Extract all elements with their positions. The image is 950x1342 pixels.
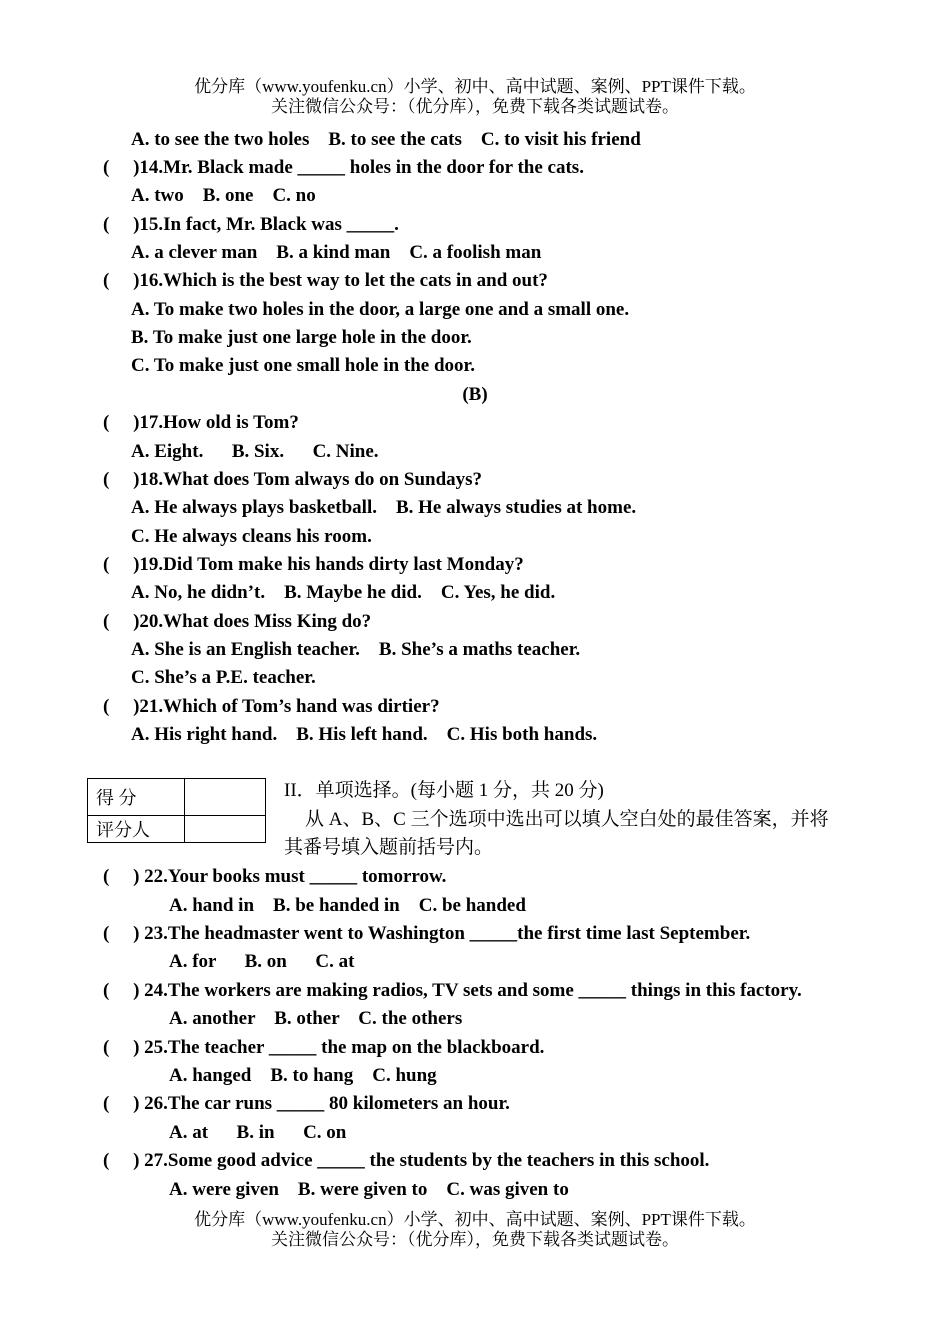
q15-options: A. a clever man B. a kind man C. a foolish man [131,242,542,263]
q16-option-b: B. To make just one large hole in the door. [131,327,472,348]
q20-option-c: C. She’s a P.E. teacher. [131,667,316,688]
q23-options: A. for B. on C. at [169,951,355,972]
q22-options: A. hand in B. be handed in C. be handed [169,895,526,916]
header-line-1: 优分库（www.youfenku.cn）小学、初中、高中试题、案例、PPT课件下载。 [194,77,756,96]
q19-options: A. No, he didn’t. B. Maybe he did. C. Yes, he did. [131,582,556,603]
q16-question: ( )16.Which is the best way to let the cats in and out? [103,270,548,291]
q19-question: ( )19.Did Tom make his hands dirty last Monday? [103,554,524,575]
q21-options: A. His right hand. B. His left hand. C. His both hands. [131,724,598,745]
q22-question: ( ) 22.Your books must _____ tomorrow. [103,866,447,887]
q14-options: A. two B. one C. no [131,185,316,206]
q24-question: ( ) 24.The workers are making radios, TV sets and some _____ things in this factory. [103,980,802,1001]
score-box [87,778,266,843]
section-2-instruction-1: 从 A、B、C 三个选项中选出可以填人空白处的最佳答案，并将 [305,809,829,830]
q20-options-ab: A. She is an English teacher. B. She’s a maths teacher. [131,639,581,660]
grader-value-cell [185,816,266,843]
section-2-title: II．单项选择。(每小题 1 分，共 20 分) [284,780,604,801]
q27-question: ( ) 27.Some good advice _____ the students by the teachers in this school. [103,1150,710,1171]
q17-options: A. Eight. B. Six. C. Nine. [131,441,379,462]
q25-options: A. hanged B. to hang C. hung [169,1065,437,1086]
q13-options: A. to see the two holes B. to see the cats C. to visit his friend [131,129,641,150]
q16-option-c: C. To make just one small hole in the door. [131,355,475,376]
page-footer [0,1210,950,1250]
header-line-2: 关注微信公众号：（优分库），免费下载各类试题试卷。 [271,97,679,116]
q27-options: A. were given B. were given to C. was given to [169,1179,569,1200]
q26-options: A. at B. in C. on [169,1122,347,1143]
q17-question: ( )17.How old is Tom? [103,412,299,433]
q18-options-ab: A. He always plays basketball. B. He always studies at home. [131,497,637,518]
footer-line-1: 优分库（www.youfenku.cn）小学、初中、高中试题、案例、PPT课件下载。 [194,1210,756,1229]
score-value-cell [185,779,266,816]
q24-options: A. another B. other C. the others [169,1008,463,1029]
page-header [0,77,950,117]
q25-question: ( ) 25.The teacher _____ the map on the blackboard. [103,1037,545,1058]
q18-option-c: C. He always cleans his room. [131,526,372,547]
footer-line-2: 关注微信公众号：（优分库），免费下载各类试题试卷。 [271,1230,679,1249]
section-2-instruction-2: 其番号填入题前括号内。 [284,837,494,858]
q26-question: ( ) 26.The car runs _____ 80 kilometers an hour. [103,1093,510,1114]
q18-question: ( )18.What does Tom always do on Sundays? [103,469,483,490]
part-b-title: (B) [462,384,488,405]
q23-question: ( ) 23.The headmaster went to Washington _____the first time last September. [103,923,751,944]
q16-option-a: A. To make two holes in the door, a large one and a small one. [131,299,630,320]
q14-question: ( )14.Mr. Black made _____ holes in the door for the cats. [103,157,584,178]
q21-question: ( )21.Which of Tom’s hand was dirtier? [103,696,440,717]
q20-question: ( )20.What does Miss King do? [103,611,372,632]
grader-label: 评分人 [88,816,185,843]
score-label: 得 分 [88,779,185,816]
q15-question: ( )15.In fact, Mr. Black was _____. [103,214,399,235]
